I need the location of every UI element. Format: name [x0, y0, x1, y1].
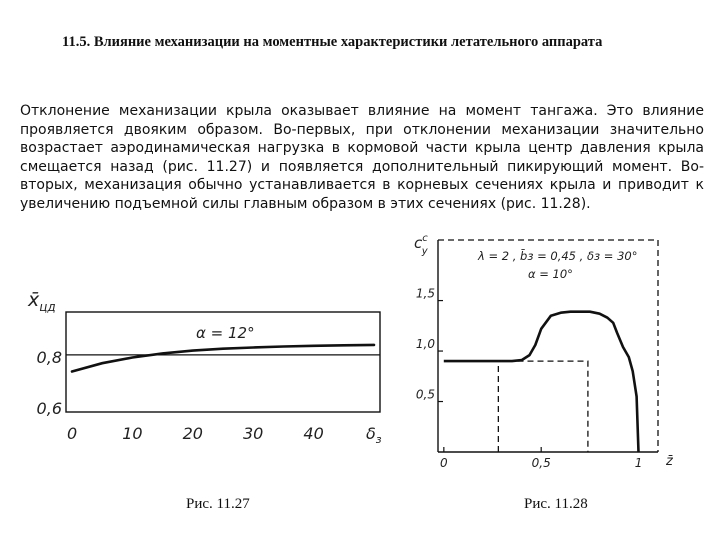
fig1-x-tick-label: 30	[243, 424, 264, 443]
fig1-xlabel: $\delta_з$	[366, 424, 382, 446]
figure-11-28-caption: Рис. 11.28	[524, 496, 588, 512]
fig1-x-tick-label: 0	[66, 424, 78, 443]
fig2-params-line1: λ = 2 , b̄з = 0,45 , δз = 30°	[478, 249, 638, 263]
fig1-x-tick-label: 20	[182, 424, 203, 443]
fig2-x-tick-label: 0	[440, 456, 448, 470]
fig2-params-line2: α = 10°	[528, 267, 573, 281]
figure-11-28-chart	[410, 230, 680, 475]
fig2-ylabel: $c^с$ y	[414, 233, 428, 257]
fig2-xlabel: z̄	[666, 454, 673, 469]
fig2-y-tick-label: 1,0	[415, 337, 435, 352]
fig1-y-tick-label: 0,6	[36, 399, 62, 418]
fig2-x-tick-label: 1	[634, 456, 643, 470]
section-heading: 11.5. Влияние механизации на моментные характеристики летательного аппарата	[62, 34, 603, 50]
fig1-ylabel: $x̄_{цд}$	[28, 289, 56, 314]
figure-11-27-chart	[20, 282, 392, 452]
fig2-flap-region	[498, 361, 588, 452]
fig1-x-tick-label: 40	[303, 424, 324, 443]
fig2-y-tick-label: 1,5	[415, 286, 435, 301]
fig2-series-line	[444, 312, 639, 452]
fig2-x-tick-label: 0,5	[531, 456, 551, 470]
fig1-y-tick-label: 0,8	[36, 347, 62, 367]
body-paragraph: Отклонение механизации крыла оказывает влияние на момент тангажа. Это влияние проявляется двояким образом. Во-первых, при отклонении механизации значительно возрастает аэродинамическая нагрузка в кормовой части крыла центр давления крыла смещается назад (рис. 11.27) и появляется дополнительный пикирующий момент. Во-вторых, механизация обычно устанавливается в корневых сечениях крыла и приводит к увеличению подъемной силы главным образом в этих сечениях (рис. 11.28).	[20, 103, 704, 212]
fig1-series-line	[72, 345, 374, 372]
fig1-x-tick-label: 10	[122, 424, 143, 443]
fig2-y-tick-label: 0,5	[415, 387, 435, 402]
figure-11-27-caption: Рис. 11.27	[186, 496, 250, 512]
fig1-annotation: α = 12°	[196, 324, 255, 342]
